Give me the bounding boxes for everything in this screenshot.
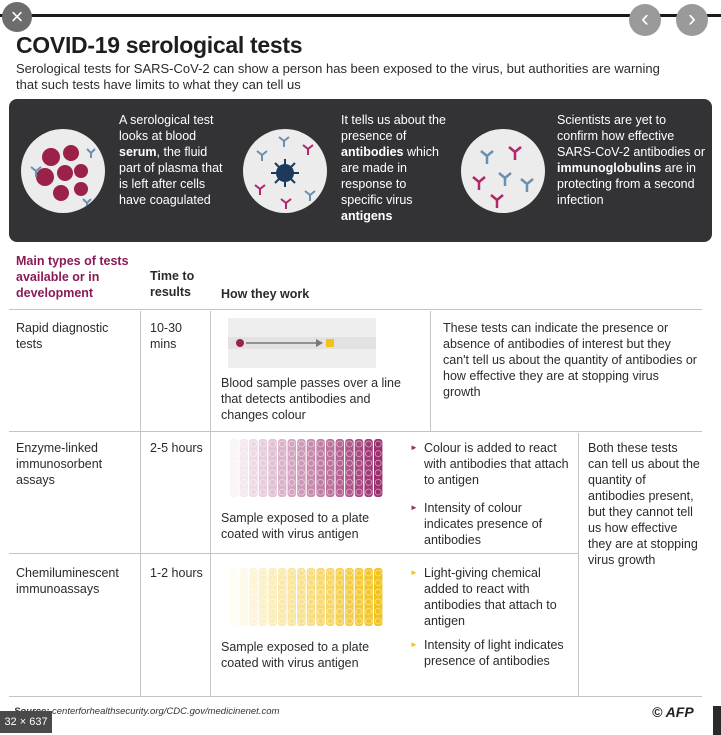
infographic-subtitle: Serological tests for SARS-CoV-2 can show a person has been exposed to the virus, but authorities are warning that such tests have limits to what they can tell us [16, 61, 660, 92]
row-clia-time: 1-2 hours [150, 566, 203, 580]
header-how-they-work: How they work [221, 287, 310, 301]
intro-panel [9, 99, 712, 242]
rapid-caption: Blood sample passes over a line that detects antibodies and changes colour [221, 376, 401, 422]
elisa-step-1: Colour is added to react with antibodies that attach to antigen [424, 441, 569, 487]
bullet-arrow-icon: ► [410, 568, 418, 577]
row-divider [9, 696, 702, 697]
next-image-button[interactable]: › [676, 4, 708, 36]
clia-step-2: Intensity of light indicates presence of antibodies [424, 638, 564, 668]
row-rapid-time: 10-30 mins [150, 321, 182, 351]
row-elisa-time: 2-5 hours [150, 441, 203, 455]
close-icon[interactable]: × [2, 2, 32, 32]
column-divider [210, 311, 211, 696]
row-clia-name: Chemiluminescent immunoassays [16, 566, 119, 596]
blood-serum-illustration [21, 129, 105, 213]
shared-note: Both these tests can tell us about the quantity of antibodies present, but they cannot tell us how effective they are at stopping virus growth [588, 441, 700, 567]
header-test-types: Main types of tests available or in development [16, 254, 129, 300]
row-divider [9, 553, 579, 554]
row-elisa-name: Enzyme-linked immunosorbent assays [16, 441, 103, 487]
corner-strip [713, 706, 721, 735]
immunoglobulins-illustration [461, 129, 545, 213]
bullet-arrow-icon: ► [410, 640, 418, 649]
antibodies-description: It tells us about the presence of antibodies which are made in response to specific virus antigens [341, 113, 446, 223]
rapid-test-strip-illustration [228, 318, 376, 368]
elisa-plate-illustration [228, 437, 384, 499]
header-time-to-results: Time to results [150, 269, 195, 299]
afp-logo: © AFP [652, 704, 694, 720]
row-divider [9, 309, 702, 310]
elisa-caption: Sample exposed to a plate coated with virus antigen [221, 511, 370, 541]
clia-plate-illustration [228, 566, 384, 628]
elisa-step-2: Intensity of colour indicates presence of antibodies [424, 501, 543, 547]
bullet-arrow-icon: ► [410, 503, 418, 512]
image-size-badge: 32 × 637 [0, 711, 52, 733]
clia-step-1: Light-giving chemical added to react with antibodies that attach to antigen [424, 566, 557, 628]
top-divider [0, 14, 721, 17]
viewer-top-bar [0, 0, 721, 22]
row-divider [9, 431, 702, 432]
column-divider [430, 311, 431, 431]
immunoglobulins-description: Scientists are yet to confirm how effective SARS-CoV-2 antibodies or immunoglobulins are in protecting from a second infection [557, 113, 705, 207]
bullet-arrow-icon: ► [410, 443, 418, 452]
column-divider [578, 433, 579, 696]
row-rapid-name: Rapid diagnostic tests [16, 321, 109, 351]
serum-description: A serological test looks at blood serum, the fluid part of plasma that is left after cells have coagulated [119, 113, 223, 207]
antibodies-illustration [243, 129, 327, 213]
rapid-note: These tests can indicate the presence or absence of antibodies of interest but they can't tell us about the quantity of antibodies or how effective they are at stopping virus growth [443, 321, 697, 399]
infographic-title: COVID-19 serological tests [16, 32, 303, 58]
clia-caption: Sample exposed to a plate coated with virus antigen [221, 640, 370, 670]
source-credit: centerforhealthsecurity.org/CDC.gov/medicinenet.com [52, 706, 280, 717]
column-divider [140, 311, 141, 696]
previous-image-button[interactable]: ‹ [629, 4, 661, 36]
